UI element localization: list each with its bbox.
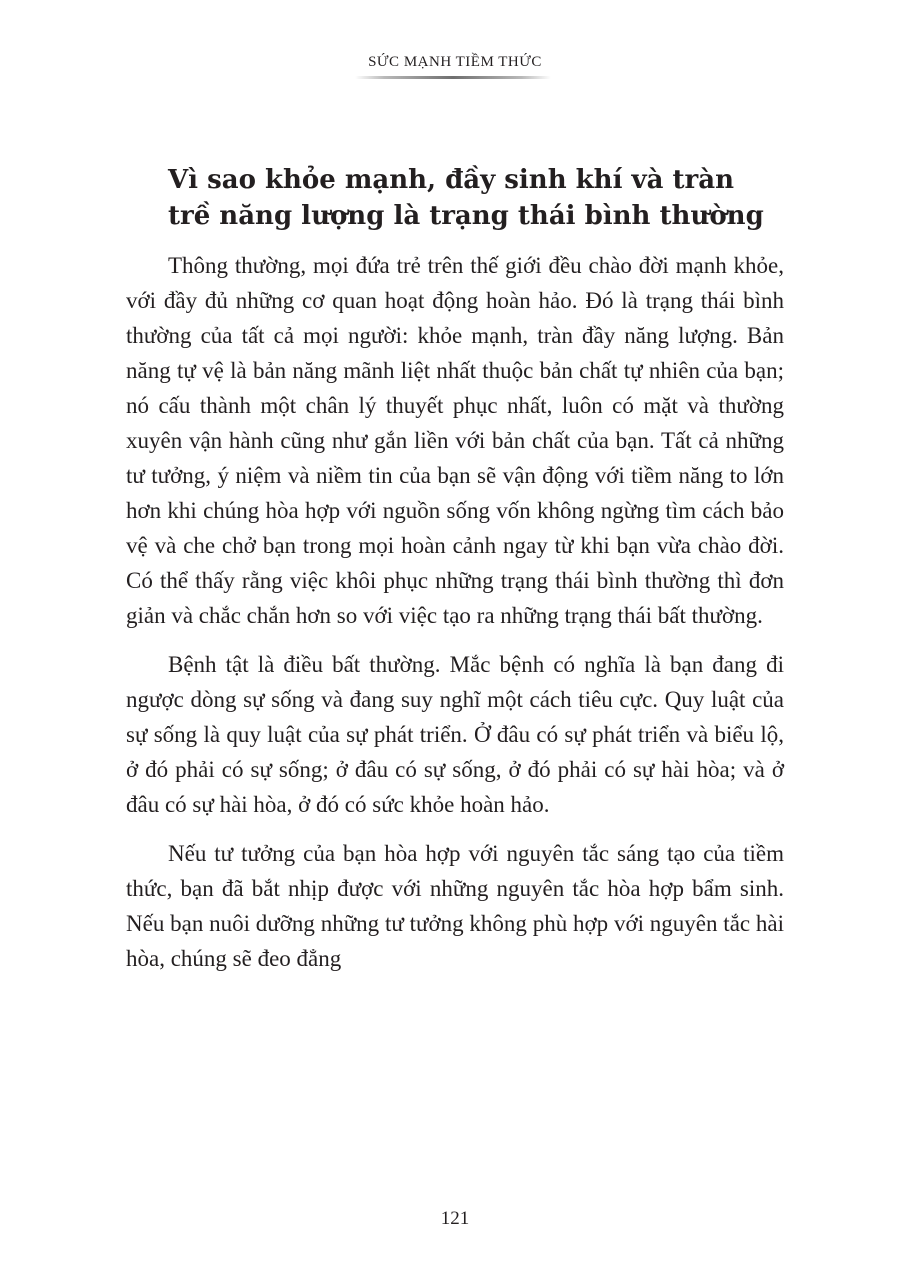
header-rule (355, 76, 551, 79)
running-header: SỨC MẠNH TIỀM THỨC (368, 54, 542, 70)
paragraph-3: Nếu tư tưởng của bạn hòa hợp với nguyên tắc sáng tạo của tiềm thức, bạn đã bắt nhịp được với những nguyên tắc hòa hợp bẩm sinh. Nếu bạn nuôi dưỡng những tư tưởng không phù hợp với nguyên tắc hài hòa, chúng sẽ đeo đẳng (126, 841, 784, 971)
section-title: Vì sao khỏe mạnh, đầy sinh khí và tràn trề năng lượng là trạng thái bình thường (168, 165, 764, 231)
page-body (126, 162, 784, 990)
page-number: 121 (440, 1208, 470, 1229)
paragraph-2: Bệnh tật là điều bất thường. Mắc bệnh có nghĩa là bạn đang đi ngược dòng sự sống và đang suy nghĩ một cách tiêu cực. Quy luật của sự sống là quy luật của sự phát triển. Ở đâu có sự phát triển và biểu lộ, ở đó phải có sự sống; ở đâu có sự sống, ở đó phải có sự hài hòa; và ở đâu có sự hài hòa, ở đó có sức khỏe hoàn hảo. (126, 652, 784, 817)
paragraph-1: Thông thường, mọi đứa trẻ trên thế giới đều chào đời mạnh khỏe, với đầy đủ những cơ quan hoạt động hoàn hảo. Đó là trạng thái bình thường của tất cả mọi người: khỏe mạnh, tràn đầy năng lượng. Bản năng tự vệ là bản năng mãnh liệt nhất thuộc bản chất tự nhiên của bạn; nó cấu thành một chân lý thuyết phục nhất, luôn có mặt và thường xuyên vận hành cũng như gắn liền với bản chất của bạn. Tất cả những tư tưởng, ý niệm và niềm tin của bạn sẽ vận động với tiềm năng to lớn hơn khi chúng hòa hợp với nguồn sống vốn không ngừng tìm cách bảo vệ và che chở bạn trong mọi hoàn cảnh ngay từ khi bạn vừa chào đời. Có thể thấy rằng việc khôi phục những trạng thái bình thường thì đơn giản và chắc chắn hơn so với việc tạo ra những trạng thái bất thường. (126, 253, 784, 628)
